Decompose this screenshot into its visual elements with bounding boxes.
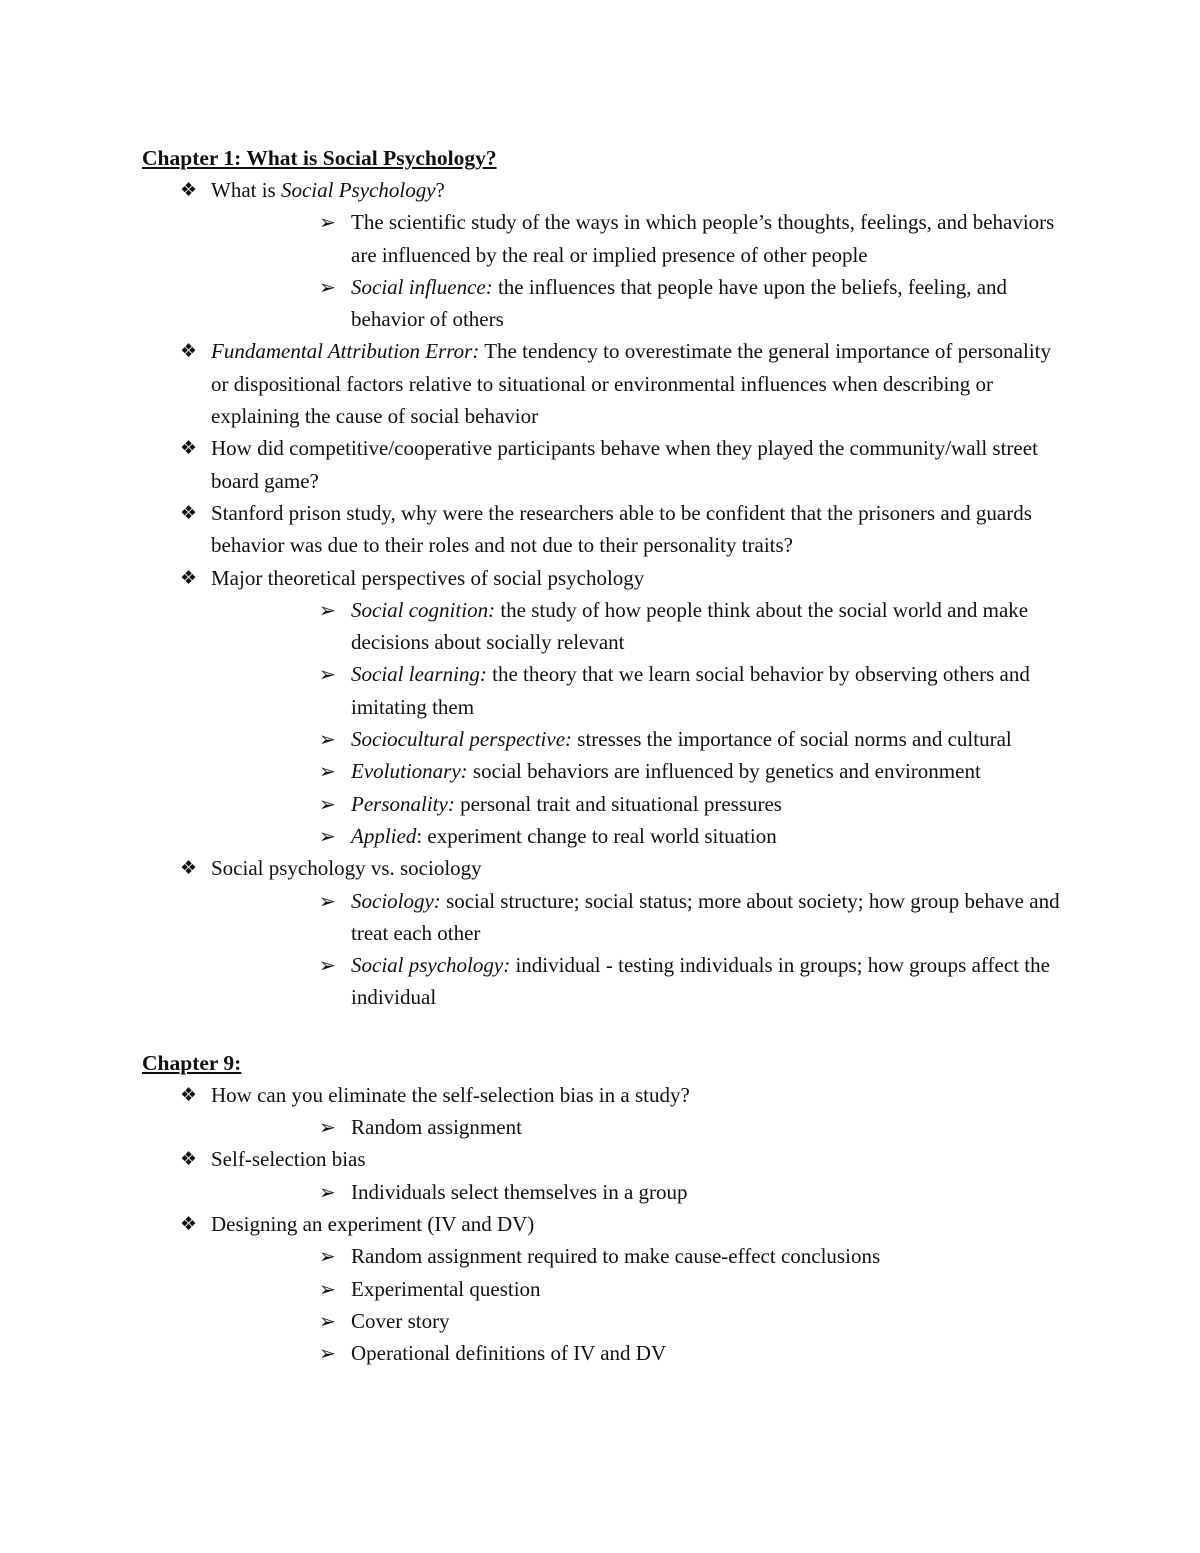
arrowhead-bullet-icon: ➢: [319, 210, 336, 235]
sub-item: [280, 755, 1070, 787]
list-item-fae: [142, 335, 1070, 432]
sub-item-term: Sociology:: [351, 888, 441, 913]
list-item-stanford: [142, 497, 1070, 562]
sub-list: [211, 1240, 1070, 1369]
sub-item-text: Individuals select themselves in a group: [351, 1179, 688, 1204]
arrowhead-bullet-icon: ➢: [319, 1308, 336, 1333]
chapter-1-list: [142, 174, 1070, 1014]
sub-item: [280, 723, 1070, 755]
sub-item: [280, 1273, 1070, 1305]
sub-list: [211, 1176, 1070, 1208]
list-item-game: [142, 432, 1070, 497]
arrowhead-bullet-icon: ➢: [319, 727, 336, 752]
arrowhead-bullet-icon: ➢: [319, 1179, 336, 1204]
sub-list: [211, 594, 1070, 852]
list-item-perspectives: [142, 562, 1070, 853]
list-item-eliminate: [142, 1079, 1070, 1144]
sub-item: [280, 820, 1070, 852]
sub-item: [280, 594, 1070, 659]
sub-item: [280, 658, 1070, 723]
diamond-bullet-icon: ❖: [180, 1148, 198, 1171]
sub-item-text: Experimental question: [351, 1276, 541, 1301]
sub-list: [211, 885, 1070, 1014]
sub-item: [280, 271, 1070, 336]
sub-item-term: Social learning:: [351, 662, 487, 687]
list-item-what-is: [142, 174, 1070, 335]
sub-item-text: Random assignment: [351, 1115, 522, 1140]
sub-list: [211, 206, 1070, 335]
sub-item-text: the influences that people have upon the beliefs, feeling, and behavior of others: [351, 274, 1008, 332]
sub-item: [280, 1111, 1070, 1143]
arrowhead-bullet-icon: ➢: [319, 1115, 336, 1140]
list-item-design: [142, 1208, 1070, 1369]
sub-item-text: Random assignment required to make cause-effect conclusions: [351, 1244, 881, 1269]
diamond-bullet-icon: ❖: [180, 566, 198, 589]
sub-item: [280, 949, 1070, 1014]
list-item-vs: [142, 852, 1070, 1013]
sub-item-text: Cover story: [351, 1308, 450, 1333]
arrowhead-bullet-icon: ➢: [319, 1244, 336, 1269]
sub-item-term: Evolutionary:: [351, 759, 468, 784]
sub-item-text: individual - testing individuals in groups; how groups affect the individual: [351, 953, 1050, 1010]
item-text: Self-selection bias: [211, 1147, 366, 1172]
sub-item-text: social structure; social status; more about society; how group behave and treat each other: [351, 888, 1060, 945]
arrowhead-bullet-icon: ➢: [319, 888, 336, 913]
diamond-bullet-icon: ❖: [180, 340, 198, 363]
item-prefix: What is: [211, 178, 281, 202]
item-text: How can you eliminate the self-selection bias in a study?: [211, 1082, 690, 1107]
arrowhead-bullet-icon: ➢: [319, 953, 336, 978]
item-text: Social psychology vs. sociology: [211, 856, 482, 881]
sub-item-term: Social psychology:: [351, 953, 511, 978]
sub-item: [280, 1240, 1070, 1272]
arrowhead-bullet-icon: ➢: [319, 1341, 336, 1366]
sub-list: [211, 1111, 1070, 1143]
sub-item-text: social behaviors are influenced by genetics and environment: [467, 759, 981, 784]
chapter-1-title: Chapter 1: What is Social Psychology?: [142, 146, 497, 170]
arrowhead-bullet-icon: ➢: [319, 791, 336, 816]
item-suffix: ?: [435, 178, 445, 202]
diamond-bullet-icon: ❖: [180, 857, 198, 880]
sub-item-term: Personality:: [351, 791, 455, 816]
sub-item-text: Operational definitions of IV and DV: [351, 1341, 667, 1366]
item-term: Fundamental Attribution Error:: [211, 339, 480, 364]
sub-item-text: stresses the importance of social norms and cultural: [572, 727, 1012, 752]
sub-item-text: The scientific study of the ways in which people’s thoughts, feelings, and behaviors are influenced by the real or implied presence of other people: [351, 210, 1055, 267]
chapter-9-section: [142, 1047, 1070, 1370]
item-text: Designing an experiment (IV and DV): [211, 1211, 535, 1236]
item-text: The tendency to overestimate the general importance of personality or dispositional factors relative to situational or environmental influences when describing or explaining the cause of social behavior: [211, 339, 1051, 429]
sub-item-text: the study of how people think about the social world and make decisions about socially relevant: [351, 597, 1029, 655]
sub-item: [280, 885, 1070, 950]
diamond-bullet-icon: ❖: [180, 1212, 198, 1235]
diamond-bullet-icon: ❖: [180, 501, 198, 524]
chapter-9-title: Chapter 9:: [142, 1050, 242, 1075]
list-item-bias: [142, 1143, 1070, 1208]
sub-item-text: : experiment change to real world situation: [416, 823, 777, 848]
sub-item-text: the theory that we learn social behavior by observing others and imitating them: [351, 662, 1030, 719]
diamond-bullet-icon: ❖: [180, 179, 198, 201]
item-text: Stanford prison study, why were the researchers able to be confident that the prisoners and guards behavior was due to their roles and not due to their personality traits?: [211, 500, 1032, 558]
sub-item: [280, 1176, 1070, 1208]
sub-item-term: Social influence:: [351, 274, 493, 299]
sub-item: [280, 1305, 1070, 1337]
sub-item-term: Social cognition:: [351, 597, 496, 622]
arrowhead-bullet-icon: ➢: [319, 1276, 336, 1301]
item-text: How did competitive/cooperative participants behave when they played the community/wall street board game?: [211, 436, 1038, 493]
chapter-1-section: [142, 142, 1070, 1014]
sub-item-term: Sociocultural perspective:: [351, 727, 573, 752]
sub-item-text: personal trait and situational pressures: [454, 791, 782, 816]
diamond-bullet-icon: ❖: [180, 437, 198, 460]
arrowhead-bullet-icon: ➢: [319, 759, 336, 784]
item-text: Major theoretical perspectives of social psychology: [211, 565, 645, 590]
arrowhead-bullet-icon: ➢: [319, 597, 336, 622]
sub-item: [280, 206, 1070, 271]
sub-item-term: Applied: [351, 823, 417, 848]
arrowhead-bullet-icon: ➢: [319, 823, 336, 848]
item-term: Social Psychology: [280, 178, 436, 202]
diamond-bullet-icon: ❖: [180, 1083, 198, 1106]
arrowhead-bullet-icon: ➢: [319, 274, 336, 299]
arrowhead-bullet-icon: ➢: [319, 662, 336, 687]
sub-item: [280, 788, 1070, 820]
sub-item: [280, 1337, 1070, 1369]
chapter-9-list: [142, 1079, 1070, 1370]
